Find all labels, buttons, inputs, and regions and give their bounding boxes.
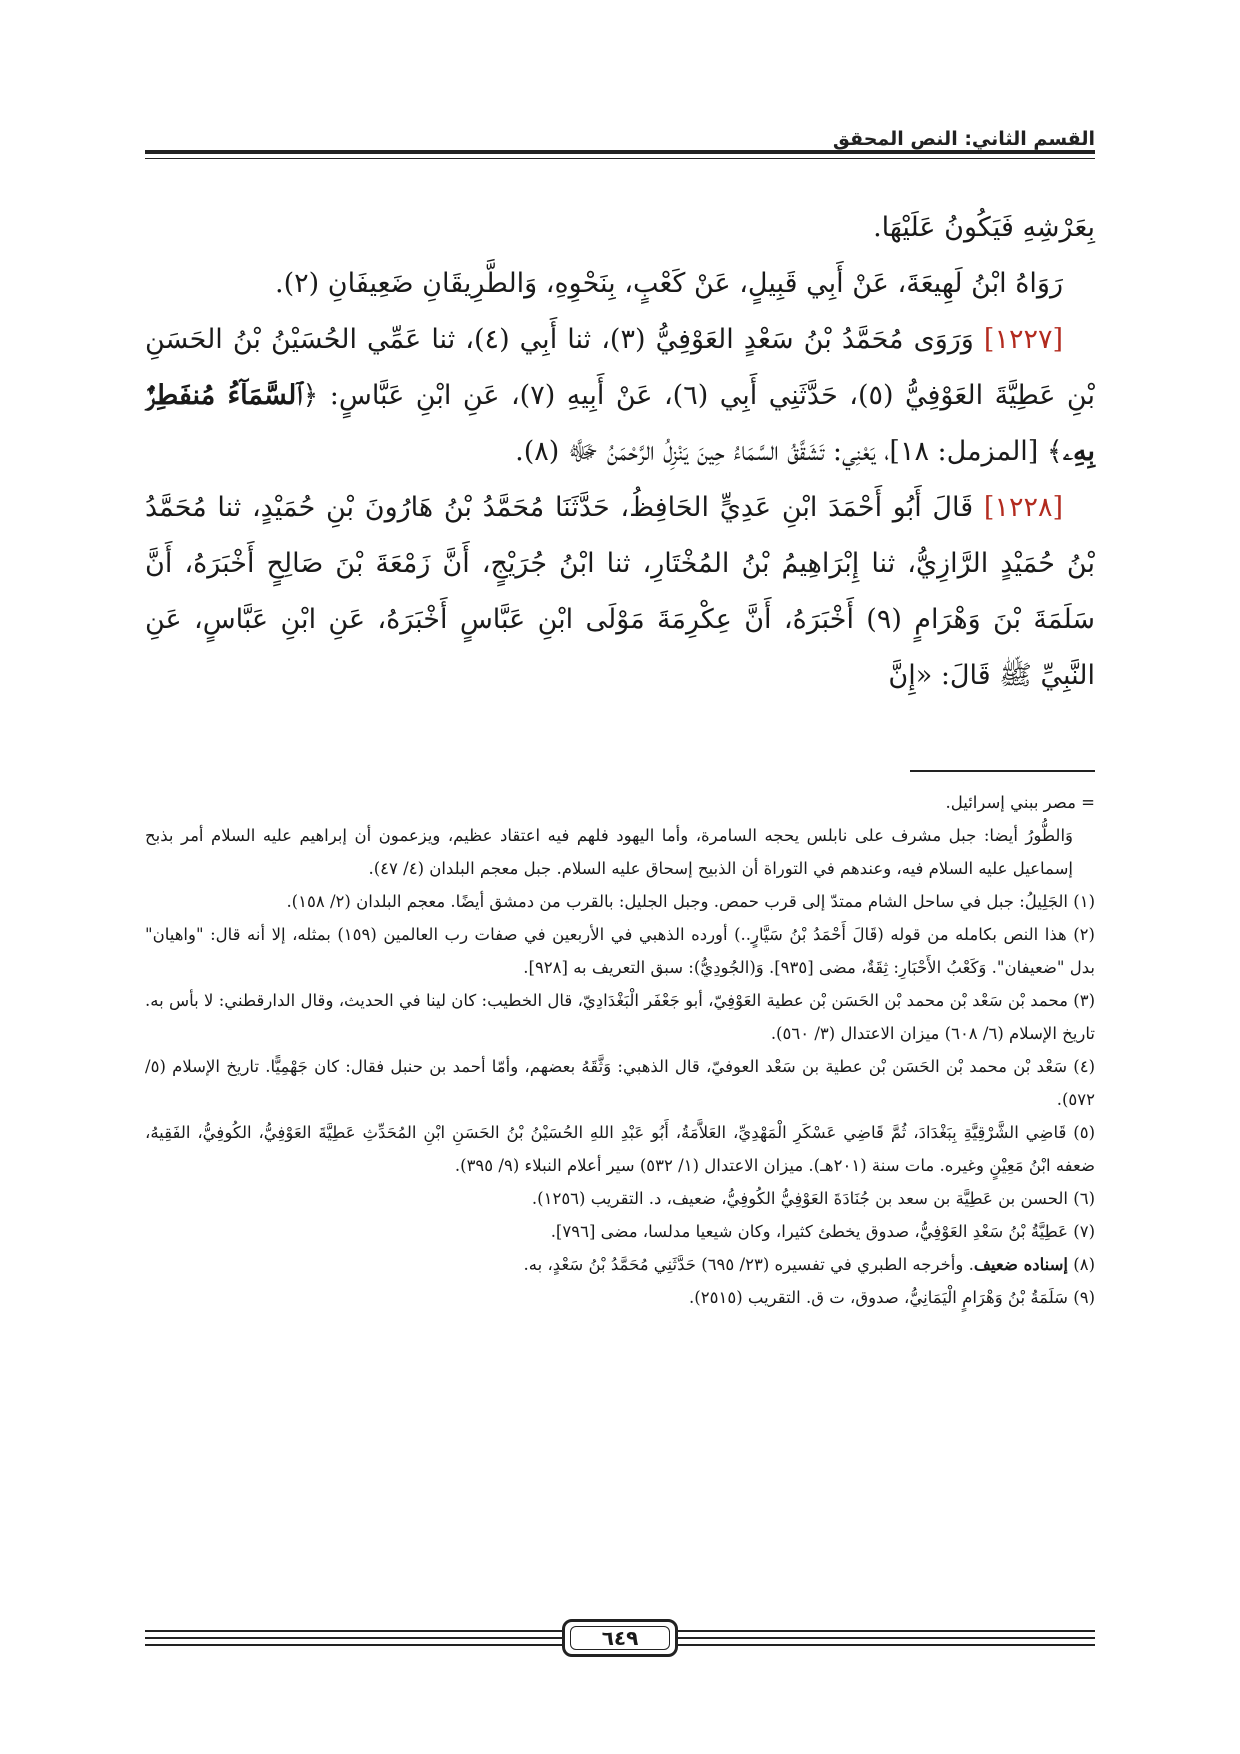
section-title: القسم الثاني: النص المحقق: [832, 128, 1095, 150]
footnote: (١) الجَلِيلُ: جبل في ساحل الشام ممتدّ إلى قرب حمص. وجبل الجليل: بالقرب من دمشق أيضًا. معجم البلدان (٢/ ١٥٨).: [286, 892, 1095, 911]
footnote: = مصر ببني إسرائيل.: [945, 793, 1095, 812]
hadith-text: ﴾ [المزمل: ١٨]، يَعْنِي: تَشَقَّقُ السَّمَاءُ حِينَ يَنْزِلُ الرَّحْمَنُ ﷻ (٨).: [515, 436, 1063, 467]
main-paragraph: رَوَاهُ ابْنُ لَهِيعَةَ، عَنْ أَبِي قَبِيلٍ، عَنْ كَعْبٍ، بِنَحْوِهِ، وَالطَّرِيقَانِ ضَعِيفَانِ (٢).: [275, 268, 1063, 299]
footer-rule: [145, 1637, 562, 1639]
page-number-frame: [562, 1619, 678, 1657]
footnote: (٣) محمد بْن سَعْد بْن محمد بْن الحَسَن بْن عطية العَوْفِيّ، أبو جَعْفَر الْبَغْدَادِيّ، قال الخطيب: كان لينا في الحديث، وقال الدارقطني: لا بأس به. تاريخ الإسلام (٦/ ٦٠٨) ميزان الاعتدال (٣/ ٥٦٠).: [145, 991, 1095, 1043]
footnote-prefix: (٨): [1068, 1255, 1095, 1274]
running-header: [145, 122, 1095, 162]
footnote: [145, 1248, 1095, 1281]
footnotes: [145, 786, 1095, 1314]
footnote: (٢) هذا النص بكامله من قوله (قَالَ أَحْمَدُ بْنُ سَيَّارٍ..) أورده الذهبي في الأربعين في صفات رب العالمين (١٥٩) بمثله، إلا أنه قال: "واهيان" بدل "ضعيفان". وَكَعْبُ الأَحْبَارِ: ثِقَةٌ، مضى [٩٣٥]. وَ(الجُودِيُّ): سبق التعريف به [٩٢٨].: [145, 925, 1095, 977]
footer-rule: [678, 1644, 1095, 1646]
footnote: (٩) سَلَمَةُ بْنُ وَهْرَامٍ الْيَمَانِيُّ، صدوق، ت ق. التقريب (٢٥١٥).: [689, 1288, 1095, 1307]
footnote: (٥) قَاضِي الشَّرْقِيَّةِ بِبَغْدَادَ، ثُمَّ قَاضِي عَسْكَرِ الْمَهْدِيِّ، العَلاَّمَةُ، أَبُو عَبْدِ اللهِ الحُسَيْنُ بْنُ الحَسَنِ ابْنِ المُحَدِّثِ عَطِيَّةَ العَوْفِيُّ، الكُوفِيُّ، الفَقِيهُ، ضعفه ابْنُ مَعِيْنٍ وغيره. مات سنة (٢٠١هـ). ميزان الاعتدال (١/ ٥٣٢) سير أعلام النبلاء (٩/ ٣٩٥).: [145, 1123, 1095, 1175]
hadith-text: وَرَوَى مُحَمَّدُ بْنُ سَعْدٍ العَوْفِيُّ (٣)، ثنا أَبِي (٤)، ثنا عَمِّي الحُسَيْنُ بْنُ الحَسَنِ بْنِ عَطِيَّةَ العَوْفِيُّ (٥)، حَدَّثَنِي أَبِي (٦)، عَنْ أَبِيهِ (٧)، عَنِ ابْنِ عَبَّاسٍ: ﴿: [145, 324, 1096, 411]
footer-rule: [678, 1630, 1095, 1632]
hadith-1228: [145, 480, 1095, 704]
footer-rule: [678, 1637, 1095, 1639]
main-paragraph: بِعَرْشِهِ فَيَكُونُ عَلَيْهَا.: [873, 212, 1095, 243]
page-number: ٦٤٩: [570, 1626, 670, 1650]
footnote: (٦) الحسن بن عَطِيَّة بن سعد بن جُنَادَةَ العَوْفِيُّ الكُوفِيُّ، ضعيف، د. التقريب (١٢٥٦).: [531, 1189, 1095, 1208]
main-text: [145, 200, 1095, 704]
hadith-number: [١٢٢٨]: [983, 492, 1063, 523]
header-rule-thick: [145, 150, 1095, 154]
footnote: وَالطُّورُ أيضا: جبل مشرف على نابلس يحجه السامرة، وأما اليهود فلهم فيه اعتقاد عظيم، ويزعمون أن إبراهيم عليه السلام أمر بذبح إسماعيل عليه السلام فيه، وعندهم في التوراة أن الذبيح إسحاق عليه السلام. جبل معجم البلدان (٤/ ٤٧).: [145, 826, 1073, 878]
footnote: (٤) سَعْد بْن محمد بْن الحَسَن بْن عطية بن سَعْد العوفيّ، قال الذهبي: وَثَّقَهُ بعضهم، وأمّا أحمد بن حنبل فقال: كان جَهْمِيًّا. تاريخ الإسلام (٥/ ٥٧٢).: [145, 1057, 1095, 1109]
hadith-text: قَالَ أَبُو أَحْمَدَ ابْنِ عَدِيٍّ الحَافِظُ، حَدَّثَنَا مُحَمَّدُ بْنُ هَارُونَ بْنِ حُمَيْدٍ، ثنا مُحَمَّدُ بْنُ حُمَيْدٍ الرَّازِيُّ، ثنا إِبْرَاهِيمُ بْنُ المُخْتَارِ، ثنا ابْنُ جُرَيْجٍ، أَنَّ زَمْعَةَ بْنَ صَالِحٍ أَخْبَرَهُ، أَنَّ سَلَمَةَ بْنَ وَهْرَامٍ (٩) أَخْبَرَهُ، أَنَّ عِكْرِمَةَ مَوْلَى ابْنِ عَبَّاسٍ أَخْبَرَهُ، عَنِ ابْنِ عَبَّاسٍ، عَنِ النَّبِيِّ ﷺ قَالَ: «إِنَّ: [145, 492, 1096, 691]
page-footer: [0, 1615, 1240, 1665]
footer-rule: [145, 1644, 562, 1646]
hadith-1227: [145, 312, 1095, 480]
footer-rule: [145, 1630, 562, 1632]
footnote-rest: . وأخرجه الطبري في تفسيره (٢٣/ ٦٩٥) حَدَّثَنِي مُحَمَّدُ بْنُ سَعْدٍ، به.: [523, 1255, 974, 1274]
quran-verse: ٱلسَّمَآءُ مُنفَطِرٌۢ بِهِۦ: [145, 380, 1095, 467]
footnote: (٧) عَطِيَّةُ بْنُ سَعْدِ العَوْفِيُّ، صدوق يخطئ كثيرا، وكان شيعيا مدلسا، مضى [٧٩٦].: [550, 1222, 1095, 1241]
hadith-number: [١٢٢٧]: [983, 324, 1064, 355]
footnote-bold: إسناده ضعيف: [973, 1255, 1068, 1274]
footnote-separator: [910, 770, 1095, 772]
header-rule-thin: [145, 158, 1095, 159]
